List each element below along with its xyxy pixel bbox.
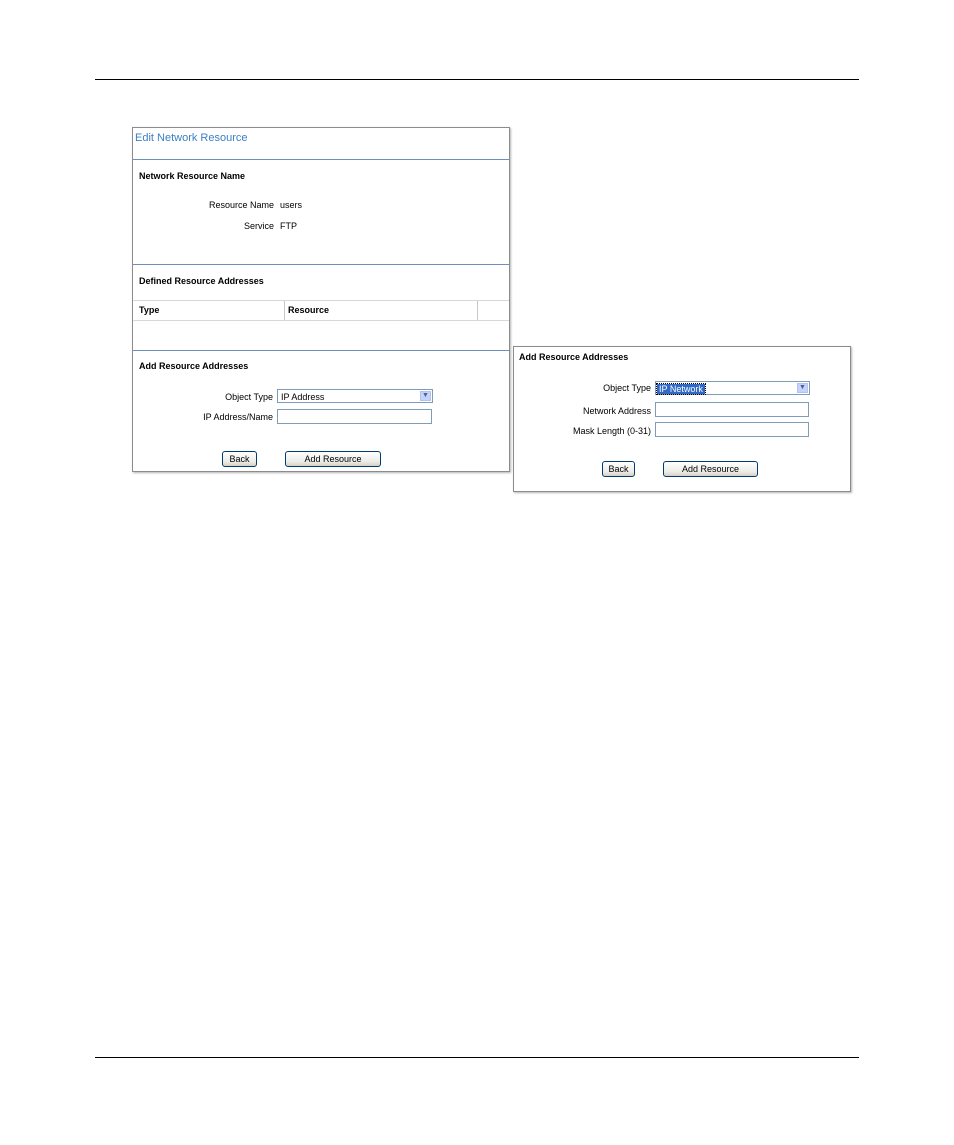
network-resource-name-heading: Network Resource Name [139,171,246,181]
add-resource-addresses-network-panel [513,346,851,492]
service-label: Service [243,221,274,231]
footer-rule [95,1057,859,1058]
back-button[interactable]: Back [222,451,257,467]
title-divider [133,159,509,160]
section-divider [133,264,509,265]
back-button[interactable]: Back [602,461,635,477]
column-header-resource: Resource [288,305,330,315]
mask-length-label: Mask Length (0-31) [572,426,651,436]
chevron-down-icon[interactable]: ▼ [420,391,431,401]
edit-network-resource-panel [132,127,510,472]
resource-name-value: users [280,200,303,210]
object-type-label: Object Type [225,392,273,402]
column-separator [477,301,478,320]
page-title: Edit Network Resource [135,132,248,144]
resource-table-header [133,300,509,321]
add-resource-button[interactable]: Add Resource [663,461,758,477]
resource-name-label: Resource Name [208,200,274,210]
column-separator [284,301,285,320]
chevron-down-icon[interactable]: ▼ [797,383,808,393]
mask-length-input[interactable] [655,422,809,437]
header-rule [95,79,859,80]
column-header-type: Type [139,305,160,315]
network-address-input[interactable] [655,402,809,417]
object-type-select[interactable] [655,381,810,395]
network-address-label: Network Address [582,406,651,416]
object-type-select[interactable] [277,389,433,403]
defined-resource-addresses-heading: Defined Resource Addresses [139,276,264,286]
object-type-label: Object Type [603,383,651,393]
ip-address-name-label: IP Address/Name [203,412,273,422]
add-resource-addresses-heading: Add Resource Addresses [519,352,629,362]
service-value: FTP [280,221,297,231]
section-divider [133,350,509,351]
object-type-selected: IP Network [659,384,703,394]
add-resource-button[interactable]: Add Resource [285,451,381,467]
object-type-selected: IP Address [281,392,325,402]
add-resource-addresses-heading: Add Resource Addresses [139,361,249,371]
ip-address-name-input[interactable] [277,409,432,424]
